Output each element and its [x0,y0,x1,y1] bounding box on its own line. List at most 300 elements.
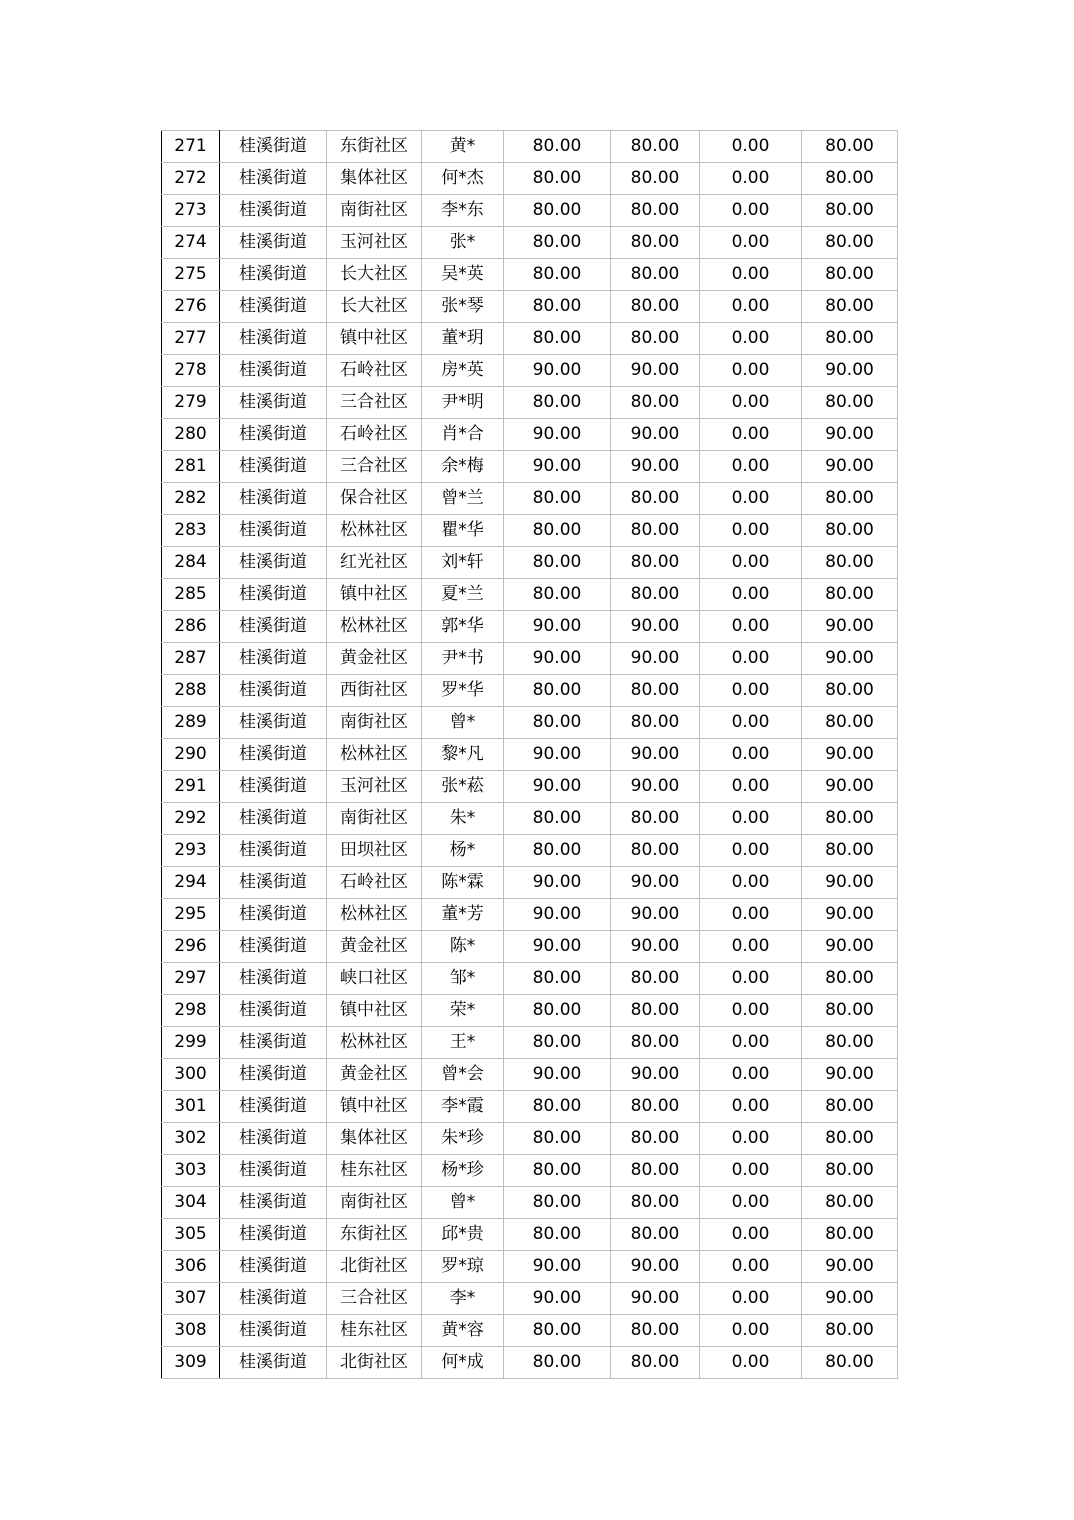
name-cell: 张*菘 [422,771,504,803]
amount-cell-3: 0.00 [700,291,802,323]
community-cell: 集体社区 [327,1123,422,1155]
data-table [161,130,898,1379]
amount-cell-2: 80.00 [611,1123,700,1155]
amount-cell-2: 80.00 [611,1347,700,1379]
amount-cell-1: 80.00 [504,515,611,547]
subdistrict-cell: 桂溪街道 [220,1187,327,1219]
name-cell: 余*梅 [422,451,504,483]
name-cell: 尹*明 [422,387,504,419]
row-number-cell: 281 [162,451,220,483]
amount-cell-3: 0.00 [700,1155,802,1187]
name-cell: 李*霞 [422,1091,504,1123]
amount-cell-1: 80.00 [504,675,611,707]
name-cell: 陈* [422,931,504,963]
subdistrict-cell: 桂溪街道 [220,1155,327,1187]
table-row [162,707,898,739]
amount-cell-2: 90.00 [611,931,700,963]
amount-cell-2: 90.00 [611,419,700,451]
amount-cell-2: 80.00 [611,515,700,547]
row-number-cell: 285 [162,579,220,611]
subdistrict-cell: 桂溪街道 [220,515,327,547]
amount-cell-4: 80.00 [802,1219,898,1251]
community-cell: 北街社区 [327,1251,422,1283]
row-number-cell: 294 [162,867,220,899]
amount-cell-4: 80.00 [802,387,898,419]
community-cell: 玉河社区 [327,771,422,803]
amount-cell-1: 90.00 [504,899,611,931]
amount-cell-2: 90.00 [611,1283,700,1315]
subdistrict-cell: 桂溪街道 [220,1283,327,1315]
table-row [162,1155,898,1187]
row-number-cell: 287 [162,643,220,675]
community-cell: 黄金社区 [327,931,422,963]
community-cell: 长大社区 [327,259,422,291]
name-cell: 黄*容 [422,1315,504,1347]
name-cell: 曾*会 [422,1059,504,1091]
community-cell: 松林社区 [327,515,422,547]
amount-cell-3: 0.00 [700,547,802,579]
community-cell: 长大社区 [327,291,422,323]
amount-cell-3: 0.00 [700,707,802,739]
table-row [162,547,898,579]
amount-cell-3: 0.00 [700,419,802,451]
amount-cell-1: 80.00 [504,1187,611,1219]
row-number-cell: 291 [162,771,220,803]
amount-cell-2: 90.00 [611,1251,700,1283]
table-row [162,675,898,707]
amount-cell-1: 80.00 [504,995,611,1027]
community-cell: 南街社区 [327,195,422,227]
amount-cell-1: 80.00 [504,1219,611,1251]
table-row [162,1219,898,1251]
row-number-cell: 300 [162,1059,220,1091]
name-cell: 曾* [422,707,504,739]
table-row [162,1123,898,1155]
row-number-cell: 274 [162,227,220,259]
row-number-cell: 276 [162,291,220,323]
table-row [162,387,898,419]
amount-cell-4: 80.00 [802,547,898,579]
row-number-cell: 272 [162,163,220,195]
community-cell: 集体社区 [327,163,422,195]
subdistrict-cell: 桂溪街道 [220,803,327,835]
table-row [162,131,898,163]
amount-cell-1: 80.00 [504,227,611,259]
amount-cell-2: 90.00 [611,1059,700,1091]
amount-cell-1: 80.00 [504,1347,611,1379]
name-cell: 曾*兰 [422,483,504,515]
amount-cell-4: 80.00 [802,195,898,227]
row-number-cell: 299 [162,1027,220,1059]
table-body [162,131,898,1379]
amount-cell-3: 0.00 [700,227,802,259]
amount-cell-2: 80.00 [611,131,700,163]
community-cell: 镇中社区 [327,995,422,1027]
amount-cell-2: 90.00 [611,771,700,803]
table-row [162,995,898,1027]
subdistrict-cell: 桂溪街道 [220,675,327,707]
community-cell: 松林社区 [327,899,422,931]
row-number-cell: 306 [162,1251,220,1283]
subdistrict-cell: 桂溪街道 [220,995,327,1027]
amount-cell-3: 0.00 [700,1283,802,1315]
amount-cell-3: 0.00 [700,931,802,963]
amount-cell-1: 90.00 [504,419,611,451]
amount-cell-3: 0.00 [700,1059,802,1091]
amount-cell-4: 90.00 [802,643,898,675]
subdistrict-cell: 桂溪街道 [220,707,327,739]
amount-cell-3: 0.00 [700,483,802,515]
name-cell: 肖*合 [422,419,504,451]
name-cell: 董*芳 [422,899,504,931]
subdistrict-cell: 桂溪街道 [220,1315,327,1347]
name-cell: 董*玥 [422,323,504,355]
subdistrict-cell: 桂溪街道 [220,483,327,515]
amount-cell-1: 80.00 [504,835,611,867]
community-cell: 松林社区 [327,611,422,643]
amount-cell-2: 80.00 [611,259,700,291]
subdistrict-cell: 桂溪街道 [220,323,327,355]
amount-cell-1: 90.00 [504,1283,611,1315]
amount-cell-3: 0.00 [700,579,802,611]
amount-cell-2: 80.00 [611,835,700,867]
table-row [162,899,898,931]
amount-cell-4: 90.00 [802,739,898,771]
subdistrict-cell: 桂溪街道 [220,1347,327,1379]
amount-cell-3: 0.00 [700,1027,802,1059]
amount-cell-1: 80.00 [504,1123,611,1155]
amount-cell-3: 0.00 [700,131,802,163]
table-row [162,835,898,867]
subdistrict-cell: 桂溪街道 [220,419,327,451]
amount-cell-2: 90.00 [611,451,700,483]
name-cell: 曾* [422,1187,504,1219]
table-row [162,483,898,515]
amount-cell-4: 80.00 [802,227,898,259]
row-number-cell: 298 [162,995,220,1027]
row-number-cell: 280 [162,419,220,451]
amount-cell-4: 90.00 [802,931,898,963]
row-number-cell: 309 [162,1347,220,1379]
table-row [162,611,898,643]
amount-cell-4: 80.00 [802,1315,898,1347]
amount-cell-4: 90.00 [802,899,898,931]
subdistrict-cell: 桂溪街道 [220,1123,327,1155]
amount-cell-1: 80.00 [504,579,611,611]
subdistrict-cell: 桂溪街道 [220,931,327,963]
name-cell: 吴*英 [422,259,504,291]
table-row [162,1347,898,1379]
amount-cell-3: 0.00 [700,1123,802,1155]
row-number-cell: 273 [162,195,220,227]
table-row [162,771,898,803]
community-cell: 镇中社区 [327,579,422,611]
subdistrict-cell: 桂溪街道 [220,1027,327,1059]
amount-cell-4: 90.00 [802,867,898,899]
amount-cell-3: 0.00 [700,1347,802,1379]
subdistrict-cell: 桂溪街道 [220,547,327,579]
amount-cell-3: 0.00 [700,739,802,771]
amount-cell-4: 80.00 [802,259,898,291]
community-cell: 石岭社区 [327,419,422,451]
subdistrict-cell: 桂溪街道 [220,1059,327,1091]
community-cell: 镇中社区 [327,1091,422,1123]
table-row [162,195,898,227]
subdistrict-cell: 桂溪街道 [220,163,327,195]
amount-cell-4: 90.00 [802,611,898,643]
community-cell: 黄金社区 [327,1059,422,1091]
table-row [162,867,898,899]
subdistrict-cell: 桂溪街道 [220,227,327,259]
amount-cell-3: 0.00 [700,1187,802,1219]
amount-cell-3: 0.00 [700,163,802,195]
amount-cell-3: 0.00 [700,1091,802,1123]
amount-cell-2: 80.00 [611,1091,700,1123]
amount-cell-4: 80.00 [802,1027,898,1059]
amount-cell-1: 80.00 [504,1315,611,1347]
amount-cell-2: 90.00 [611,867,700,899]
amount-cell-3: 0.00 [700,1219,802,1251]
name-cell: 杨*珍 [422,1155,504,1187]
amount-cell-4: 80.00 [802,1091,898,1123]
amount-cell-4: 90.00 [802,771,898,803]
row-number-cell: 301 [162,1091,220,1123]
amount-cell-1: 80.00 [504,1091,611,1123]
community-cell: 红光社区 [327,547,422,579]
row-number-cell: 304 [162,1187,220,1219]
subdistrict-cell: 桂溪街道 [220,259,327,291]
amount-cell-4: 80.00 [802,675,898,707]
amount-cell-2: 90.00 [611,643,700,675]
row-number-cell: 275 [162,259,220,291]
amount-cell-2: 80.00 [611,1187,700,1219]
amount-cell-4: 90.00 [802,355,898,387]
amount-cell-4: 80.00 [802,1123,898,1155]
table-row [162,643,898,675]
amount-cell-4: 90.00 [802,1251,898,1283]
table-row [162,1187,898,1219]
amount-cell-3: 0.00 [700,963,802,995]
amount-cell-2: 80.00 [611,707,700,739]
amount-cell-1: 80.00 [504,1027,611,1059]
amount-cell-4: 90.00 [802,1059,898,1091]
row-number-cell: 307 [162,1283,220,1315]
name-cell: 李* [422,1283,504,1315]
amount-cell-2: 80.00 [611,291,700,323]
amount-cell-3: 0.00 [700,867,802,899]
amount-cell-2: 90.00 [611,355,700,387]
amount-cell-3: 0.00 [700,803,802,835]
amount-cell-2: 90.00 [611,899,700,931]
amount-cell-1: 80.00 [504,707,611,739]
subdistrict-cell: 桂溪街道 [220,739,327,771]
name-cell: 邱*贵 [422,1219,504,1251]
amount-cell-1: 80.00 [504,547,611,579]
amount-cell-1: 80.00 [504,259,611,291]
table-row [162,163,898,195]
amount-cell-4: 80.00 [802,1155,898,1187]
name-cell: 朱*珍 [422,1123,504,1155]
amount-cell-2: 80.00 [611,963,700,995]
community-cell: 保合社区 [327,483,422,515]
amount-cell-4: 80.00 [802,707,898,739]
subdistrict-cell: 桂溪街道 [220,899,327,931]
subdistrict-cell: 桂溪街道 [220,387,327,419]
name-cell: 张*琴 [422,291,504,323]
amount-cell-1: 80.00 [504,387,611,419]
name-cell: 房*英 [422,355,504,387]
name-cell: 李*东 [422,195,504,227]
community-cell: 玉河社区 [327,227,422,259]
amount-cell-2: 80.00 [611,1315,700,1347]
amount-cell-4: 80.00 [802,483,898,515]
amount-cell-2: 80.00 [611,1219,700,1251]
amount-cell-1: 90.00 [504,739,611,771]
name-cell: 黄* [422,131,504,163]
subdistrict-cell: 桂溪街道 [220,611,327,643]
amount-cell-2: 80.00 [611,1027,700,1059]
amount-cell-1: 90.00 [504,611,611,643]
table-row [162,1059,898,1091]
row-number-cell: 297 [162,963,220,995]
table-row [162,227,898,259]
amount-cell-3: 0.00 [700,1315,802,1347]
amount-cell-1: 90.00 [504,867,611,899]
amount-cell-4: 90.00 [802,419,898,451]
name-cell: 邹* [422,963,504,995]
table-row [162,323,898,355]
subdistrict-cell: 桂溪街道 [220,643,327,675]
subdistrict-cell: 桂溪街道 [220,867,327,899]
table-row [162,451,898,483]
amount-cell-2: 80.00 [611,995,700,1027]
subdistrict-cell: 桂溪街道 [220,835,327,867]
subdistrict-cell: 桂溪街道 [220,579,327,611]
row-number-cell: 295 [162,899,220,931]
amount-cell-4: 80.00 [802,1187,898,1219]
amount-cell-2: 90.00 [611,739,700,771]
name-cell: 罗*琼 [422,1251,504,1283]
amount-cell-3: 0.00 [700,835,802,867]
subdistrict-cell: 桂溪街道 [220,1251,327,1283]
amount-cell-1: 80.00 [504,803,611,835]
amount-cell-2: 80.00 [611,323,700,355]
amount-cell-4: 80.00 [802,515,898,547]
amount-cell-1: 90.00 [504,771,611,803]
subdistrict-cell: 桂溪街道 [220,963,327,995]
amount-cell-3: 0.00 [700,611,802,643]
table-row [162,419,898,451]
amount-cell-1: 90.00 [504,643,611,675]
row-number-cell: 303 [162,1155,220,1187]
subdistrict-cell: 桂溪街道 [220,1219,327,1251]
row-number-cell: 278 [162,355,220,387]
amount-cell-2: 80.00 [611,579,700,611]
amount-cell-3: 0.00 [700,643,802,675]
amount-cell-1: 80.00 [504,1155,611,1187]
row-number-cell: 308 [162,1315,220,1347]
amount-cell-4: 80.00 [802,163,898,195]
community-cell: 南街社区 [327,803,422,835]
amount-cell-2: 80.00 [611,675,700,707]
amount-cell-3: 0.00 [700,387,802,419]
table-row [162,803,898,835]
community-cell: 桂东社区 [327,1315,422,1347]
amount-cell-1: 80.00 [504,323,611,355]
amount-cell-3: 0.00 [700,675,802,707]
amount-cell-1: 80.00 [504,195,611,227]
row-number-cell: 288 [162,675,220,707]
amount-cell-2: 80.00 [611,1155,700,1187]
name-cell: 荣* [422,995,504,1027]
community-cell: 北街社区 [327,1347,422,1379]
amount-cell-2: 80.00 [611,163,700,195]
row-number-cell: 293 [162,835,220,867]
table-row [162,1091,898,1123]
amount-cell-4: 80.00 [802,323,898,355]
amount-cell-4: 80.00 [802,579,898,611]
row-number-cell: 284 [162,547,220,579]
name-cell: 王* [422,1027,504,1059]
community-cell: 黄金社区 [327,643,422,675]
row-number-cell: 289 [162,707,220,739]
amount-cell-1: 90.00 [504,1251,611,1283]
amount-cell-1: 80.00 [504,131,611,163]
row-number-cell: 305 [162,1219,220,1251]
community-cell: 峡口社区 [327,963,422,995]
name-cell: 瞿*华 [422,515,504,547]
amount-cell-4: 80.00 [802,963,898,995]
name-cell: 朱* [422,803,504,835]
community-cell: 南街社区 [327,1187,422,1219]
row-number-cell: 286 [162,611,220,643]
amount-cell-2: 80.00 [611,387,700,419]
community-cell: 田坝社区 [327,835,422,867]
amount-cell-2: 80.00 [611,227,700,259]
amount-cell-4: 90.00 [802,451,898,483]
table-row [162,963,898,995]
community-cell: 松林社区 [327,739,422,771]
amount-cell-2: 80.00 [611,547,700,579]
row-number-cell: 279 [162,387,220,419]
name-cell: 夏*兰 [422,579,504,611]
table-row [162,931,898,963]
name-cell: 尹*书 [422,643,504,675]
amount-cell-3: 0.00 [700,515,802,547]
row-number-cell: 282 [162,483,220,515]
amount-cell-2: 90.00 [611,611,700,643]
name-cell: 何*成 [422,1347,504,1379]
subdistrict-cell: 桂溪街道 [220,1091,327,1123]
table-row [162,579,898,611]
name-cell: 陈*霖 [422,867,504,899]
table-row [162,1283,898,1315]
community-cell: 桂东社区 [327,1155,422,1187]
community-cell: 东街社区 [327,1219,422,1251]
amount-cell-1: 90.00 [504,355,611,387]
amount-cell-3: 0.00 [700,195,802,227]
subdistrict-cell: 桂溪街道 [220,451,327,483]
amount-cell-3: 0.00 [700,899,802,931]
amount-cell-2: 80.00 [611,803,700,835]
amount-cell-4: 80.00 [802,1347,898,1379]
community-cell: 三合社区 [327,1283,422,1315]
subdistrict-cell: 桂溪街道 [220,291,327,323]
amount-cell-2: 80.00 [611,195,700,227]
community-cell: 石岭社区 [327,867,422,899]
table-row [162,291,898,323]
amount-cell-3: 0.00 [700,771,802,803]
